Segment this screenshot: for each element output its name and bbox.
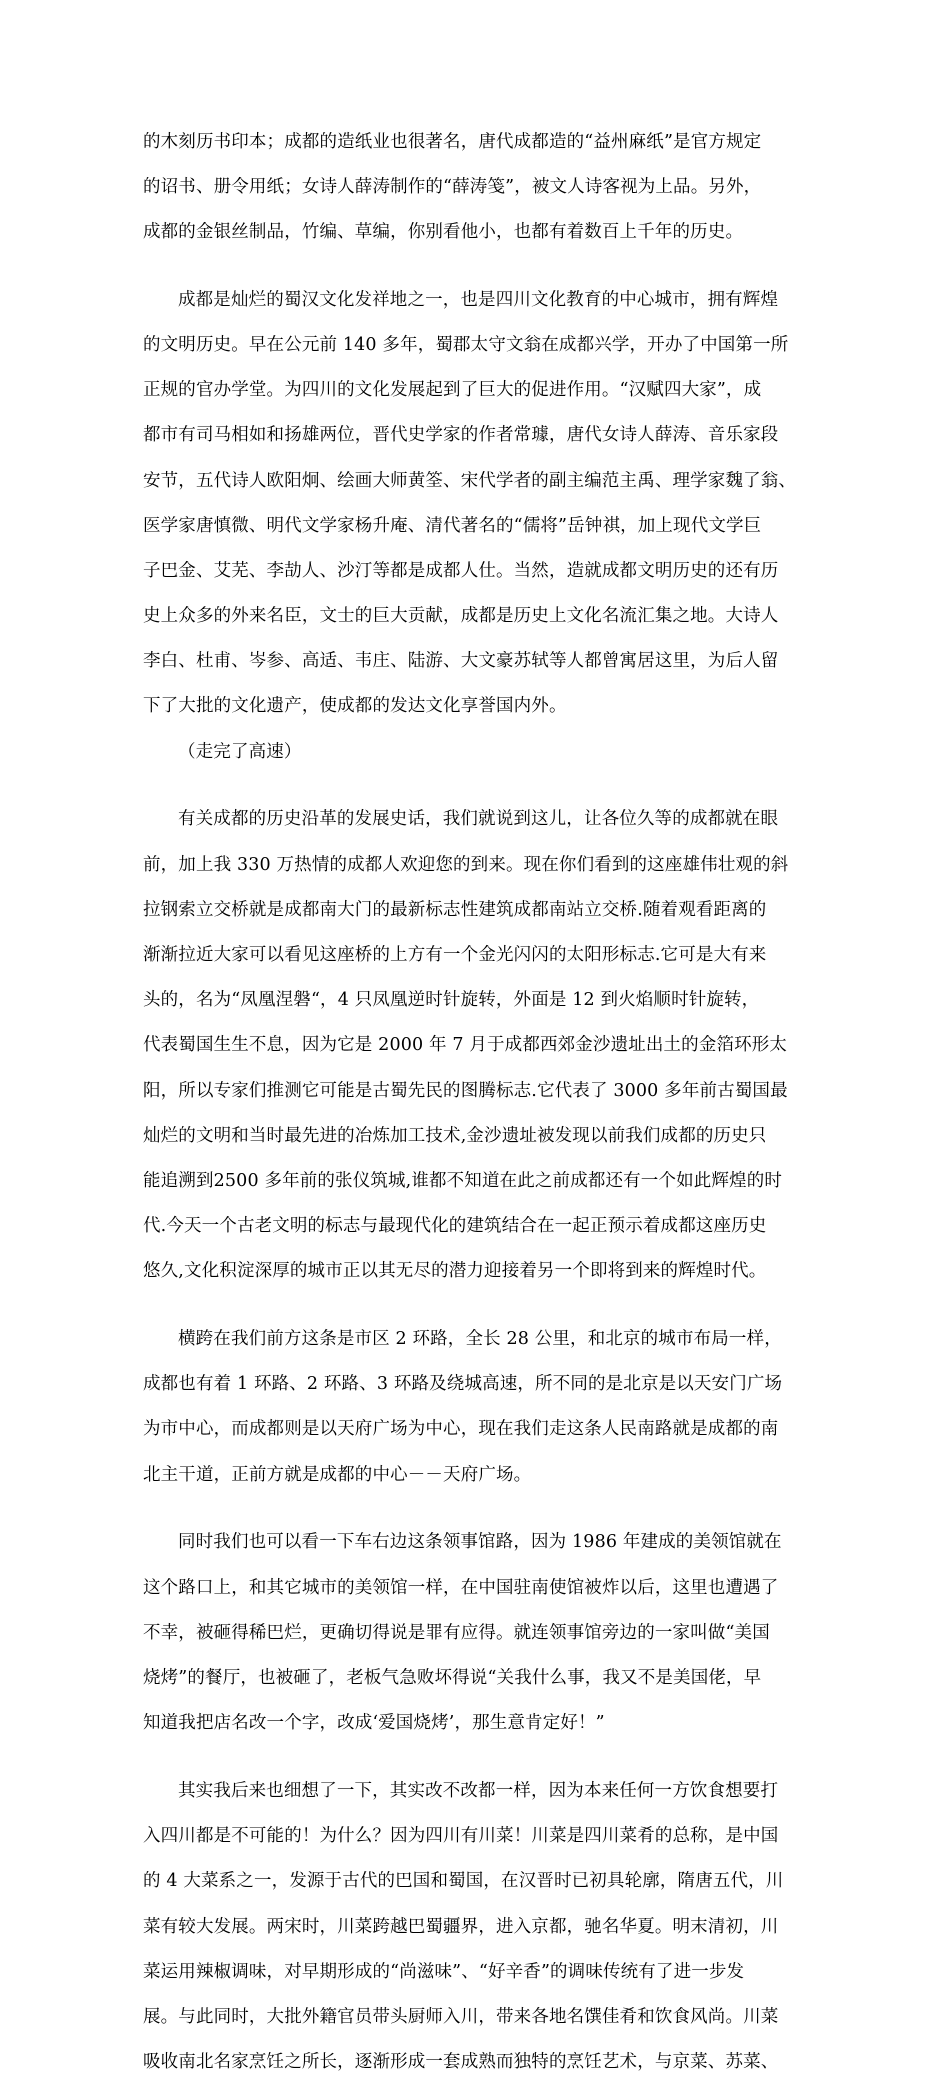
document-page <box>143 108 823 2096</box>
text-line: 的文明历史。早在公元前 140 多年，蜀郡太守文翁在成都兴学，开办了中国第一所 <box>143 334 789 355</box>
text-line: 其实我后来也细想了一下，其实改不改都一样，因为本来任何一方饮食想要打 <box>178 1780 779 1801</box>
text-line: 同时我们也可以看一下车右边这条领事馆路，因为 1986 年建成的美领馆就在 <box>178 1532 782 1553</box>
text-line: 都市有司马相如和扬雄两位，晋代史学家的作者常璩，唐代女诗人薛涛、音乐家段 <box>143 425 779 446</box>
text-line: 渐渐拉近大家可以看见这座桥的上方有一个金光闪闪的太阳形标志.它可是大有来 <box>143 944 767 965</box>
text-line: 下了大批的文化遗产，使成都的发达文化享誉国内外。 <box>143 696 567 717</box>
text-line: 代表蜀国生生不息，因为它是 2000 年 7 月于成都西郊金沙遗址出土的金箔环形太 <box>143 1035 788 1056</box>
text-line: 的 4 大菜系之一，发源于古代的巴国和蜀国，在汉晋时已初具轮廓，隋唐五代，川 <box>143 1871 784 1892</box>
text-line: 展。与此同时，大批外籍官员带头厨师入川，带来各地名馔佳肴和饮食风尚。川菜 <box>143 2006 779 2027</box>
text-line: （走完了高速） <box>178 741 302 762</box>
text-line: 成都也有着 1 环路、2 环路、3 环路及绕城高速，所不同的是北京是以天安门广场 <box>143 1374 783 1395</box>
paragraph-1 <box>143 108 823 244</box>
text-line: 安节，五代诗人欧阳炯、绘画大师黄筌、宋代学者的副主编范主禹、理学家魏了翁、 <box>143 470 797 491</box>
text-line: 头的，名为“凤凰涅磐“，4 只凤凰逆时针旋转，外面是 12 到火焰顺时针旋转， <box>143 990 760 1011</box>
text-line: 前，加上我 330 万热情的成都人欢迎您的到来。现在你们看到的这座雄伟壮观的斜 <box>143 854 789 875</box>
text-line: 李白、杜甫、岑参、高适、韦庄、陆游、大文豪苏轼等人都曾寓居这里，为后人留 <box>143 651 779 672</box>
paragraph-6 <box>143 1757 823 2073</box>
text-line: 菜有较大发展。两宋时，川菜跨越巴蜀疆界，进入京都，驰名华夏。明末清初，川 <box>143 1916 779 1937</box>
text-line: 入四川都是不可能的！为什么？因为四川有川菜！川菜是四川菜肴的总称，是中国 <box>143 1826 779 1847</box>
text-line: 成都的金银丝制品，竹编、草编，你别看他小，也都有着数百上千年的历史。 <box>143 221 744 242</box>
text-line: 医学家唐慎微、明代文学家杨升庵、清代著名的“儒将”岳钟祺，加上现代文学巨 <box>143 515 762 536</box>
text-line: 的诏书、册令用纸；女诗人薛涛制作的“薛涛笺”，被文人诗客视为上品。另外， <box>143 176 762 197</box>
text-line: 拉钢索立交桥就是成都南大门的最新标志性建筑成都南站立交桥.随着观看距离的 <box>143 899 767 920</box>
text-line: 吸收南北名家烹饪之所长，逐渐形成一套成熟而独特的烹饪艺术，与京菜、苏菜、 <box>143 2052 779 2073</box>
text-line: 烧烤”的餐厅，也被砸了，老板气急败坏得说“关我什么事，我又不是美国佬，早 <box>143 1667 762 1688</box>
text-line: 阳，所以专家们推测它可能是古蜀先民的图腾标志.它代表了 3000 多年前古蜀国最 <box>143 1080 788 1101</box>
text-line: 横跨在我们前方这条是市区 2 环路，全长 28 公里，和北京的城市布局一样， <box>178 1329 782 1350</box>
text-line: 这个路口上，和其它城市的美领馆一样，在中国驻南使馆被炸以后，这里也遭遇了 <box>143 1577 779 1598</box>
text-line: 菜运用辣椒调味，对早期形成的“尚滋味”、“好辛香”的调味传统有了进一步发 <box>143 1961 745 1982</box>
paragraph-5 <box>143 1509 823 1735</box>
text-line: 知道我把店名改一个字，改成‘爱国烧烤’，那生意肯定好！” <box>143 1713 605 1734</box>
text-line: 不幸，被砸得稀巴烂，更确切得说是罪有应得。就连领事馆旁边的一家叫做“美国 <box>143 1622 770 1643</box>
text-line: 悠久,文化积淀深厚的城市正以其无尽的潜力迎接着另一个即将到来的辉煌时代。 <box>143 1261 767 1282</box>
text-line: 子巴金、艾芜、李劼人、沙汀等都是成都人仕。当然，造就成都文明历史的还有历 <box>143 560 779 581</box>
paragraph-2 <box>143 266 823 718</box>
paragraph-4 <box>143 1305 823 1486</box>
text-line: 有关成都的历史沿革的发展史话，我们就说到这儿，让各位久等的成都就在眼 <box>178 809 779 830</box>
paragraph-3 <box>143 786 823 1283</box>
text-line: 北主干道，正前方就是成都的中心－－天府广场。 <box>143 1464 532 1485</box>
text-line: 代.今天一个古老文明的标志与最现代化的建筑结合在一起正预示着成都这座历史 <box>143 1216 767 1237</box>
text-line: 成都是灿烂的蜀汉文化发祥地之一，也是四川文化教育的中心城市，拥有辉煌 <box>178 289 779 310</box>
text-line: 为市中心，而成都则是以天府广场为中心，现在我们走这条人民南路就是成都的南 <box>143 1419 779 1440</box>
text-line: 灿烂的文明和当时最先进的冶炼加工技术,金沙遗址被发现以前我们成都的历史只 <box>143 1125 767 1146</box>
text-line: 正规的官办学堂。为四川的文化发展起到了巨大的促进作用。“汉赋四大家”，成 <box>143 380 762 401</box>
text-line: 能追溯到2500 多年前的张仪筑城,谁都不知道在此之前成都还有一个如此辉煌的时 <box>143 1170 783 1191</box>
section-note-heading <box>143 741 823 764</box>
text-line: 的木刻历书印本；成都的造纸业也很著名，唐代成都造的“益州麻纸”是官方规定 <box>143 131 762 152</box>
text-line: 史上众多的外来名臣，文士的巨大贡献，成都是历史上文化名流汇集之地。大诗人 <box>143 606 779 627</box>
